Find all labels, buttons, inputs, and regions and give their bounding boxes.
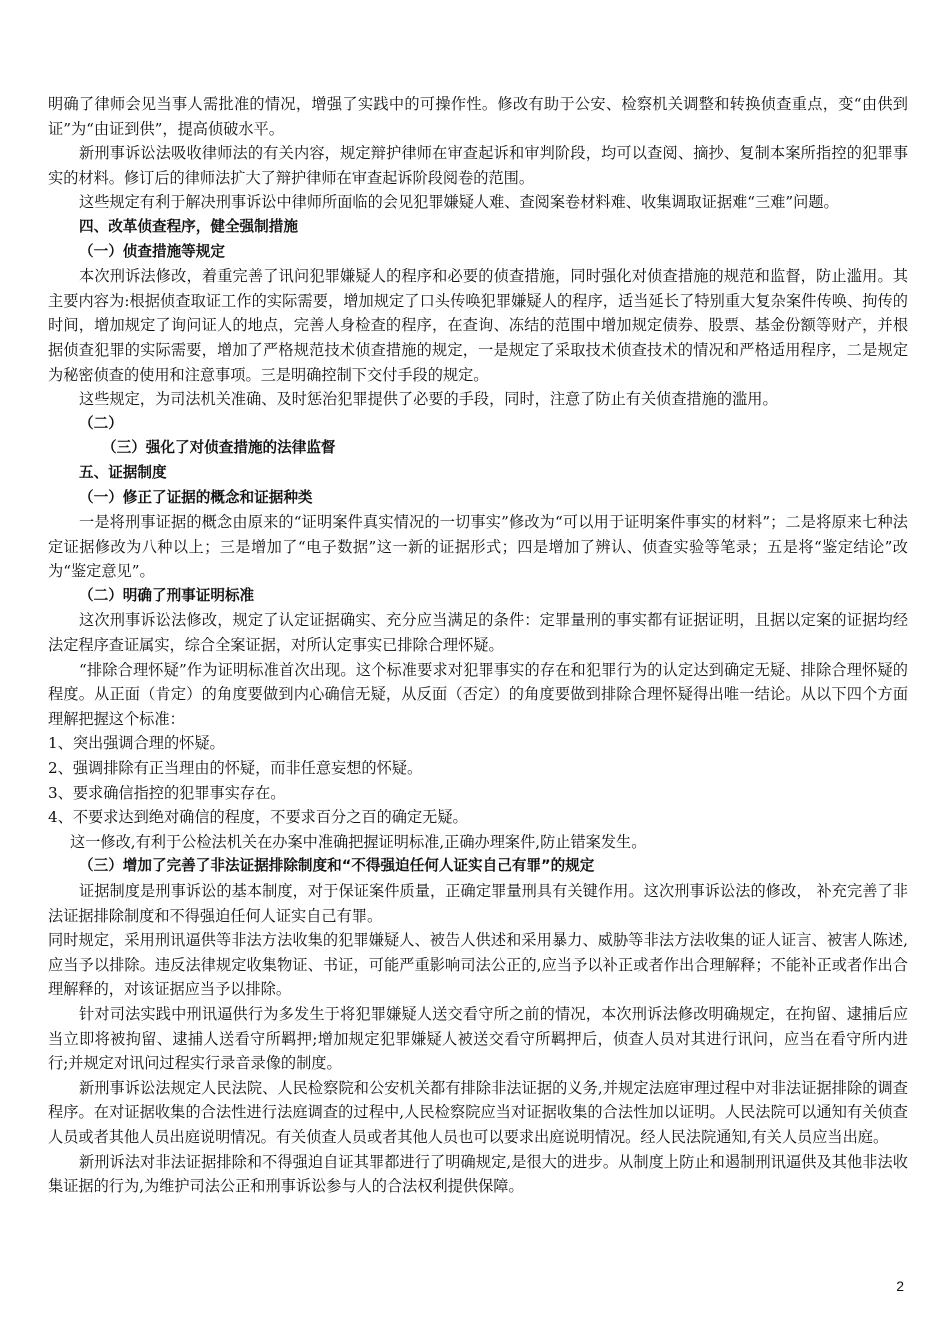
- paragraph: 本次刑诉法修改，着重完善了讯问犯罪嫌疑人的程序和必要的侦查措施，同时强化对侦查措施的规范和监督，防止滥用。其主要内容为:根据侦查取证工作的实际需要，增加规定了口头传唤犯罪嫌疑人的程序，适当延长了特别重大复杂案件传唤、拘传的时间，增加规定了询问证人的地点，完善人身检查的程序，在查询、冻结的范围中增加规定债券、股票、基金份额等财产，并根据侦查犯罪的实际需要，增加了严格规范技术侦查措施的规定，一是规定了采取技术侦查技术的情况和严格适用程序，二是规定为秘密侦查的使用和注意事项。三是明确控制下交付手段的规定。: [48, 267, 908, 384]
- paragraph: 这次刑事诉讼法修改，规定了认定证据确实、充分应当满足的条件：定罪量刑的事实都有证据证明，且据以定案的证据均经法定程序查证属实，综合全案证据，对所认定事实已排除合理怀疑。: [48, 611, 908, 655]
- subsection-heading: （三）增加了完善了非法证据排除制度和“不得强迫任何人证实自己有罪”的规定: [79, 857, 595, 875]
- paragraph: 一是将刑事证据的概念由原来的“证明案件真实情况的一切事实”修改为“可以用于证明案件事实的材料”；二是将原来七种法定证据修改为八种以上；三是增加了“电子数据”这一新的证据形式；四是增加了辨认、侦查实验等笔录；五是将“鉴定结论”改为“鉴定意见”。: [48, 513, 908, 581]
- page-number: 2: [896, 1278, 904, 1294]
- subsection-heading: （一）侦查措施等规定: [79, 242, 225, 260]
- paragraph: “排除合理怀疑”作为证明标准首次出现。这个标准要求对犯罪事实的存在和犯罪行为的认定达到确定无疑、排除合理怀疑的程度。从正面（肯定）的角度要做到内心确信无疑，从反面（否定）的角度要做到排除合理怀疑得出唯一结论。从以下四个方面理解把握这个标准：: [48, 660, 908, 728]
- list-item: 4、不要求达到绝对确信的程度，不要求百分之百的确定无疑。: [48, 808, 468, 827]
- section-heading: 四、改革侦查程序，健全强制措施: [79, 217, 298, 235]
- paragraph: 证据制度是刑事诉讼的基本制度，对于保证案件质量，正确定罪量刑具有关键作用。这次刑事诉讼法的修改， 补充完善了非法证据排除制度和不得强迫任何人证实自己有罪。: [48, 882, 908, 925]
- section-heading: 五、证据制度: [79, 463, 167, 481]
- paragraph: 针对司法实践中刑讯逼供行为多发生于将犯罪嫌疑人送交看守所之前的情况，本次刑诉法修改明确规定，在拘留、逮捕后应当立即将被拘留、逮捕人送看守所羁押;增加规定犯罪嫌疑人被送交看守所羁押后，侦查人员对其进行讯问，应当在看守所内进行;并规定对讯问过程实行录音录像的制度。: [48, 1004, 908, 1073]
- subsection-heading: （二）: [79, 414, 123, 432]
- paragraph: 新刑事诉讼法规定人民法院、人民检察院和公安机关都有排除非法证据的义务,并规定法庭审理过程中对非法证据排除的调查程序。在对证据收集的合法性进行法庭调查的过程中,人民检察院应当对证据收集的合法性加以证明。人民法院可以通知有关侦查人员或者其他人员出庭说明情况。有关侦查人员或者其他人员也可以要求出庭说明情况。经人民法院通知,有关人员应当出庭。: [48, 1078, 908, 1146]
- list-item: 1、突出强调合理的怀疑。: [48, 734, 225, 753]
- paragraph: 这些规定有利于解决刑事诉讼中律师所面临的会见犯罪嫌疑人难、查阅案卷材料难、收集调取证据难“三难”问题。: [79, 193, 839, 212]
- document-body: [48, 92, 908, 1199]
- subsection-heading: （一）修正了证据的概念和证据种类: [79, 488, 313, 506]
- subsection-heading: （二）明确了刑事证明标准: [79, 586, 255, 604]
- paragraph: 这一修改,有利于公检法机关在办案中准确把握证明标准,正确办理案件,防止错案发生。: [70, 832, 647, 851]
- paragraph: 同时规定，采用刑讯逼供等非法方法收集的犯罪嫌疑人、被告人供述和采用暴力、威胁等非法方法收集的证人证言、被害人陈述,应当予以排除。违反法律规定收集物证、书证，可能严重影响司法公正的,应当予以补正或者作出合理解释；不能补正或者作出合理解释的，对该证据应当予以排除。: [48, 931, 908, 999]
- paragraph: 新刑诉法对非法证据排除和不得强迫自证其罪都进行了明确规定,是很大的进步。从制度上防止和遏制刑讯逼供及其他非法收集证据的行为,为维护司法公正和刑事诉讼参与人的合法权利提供保障。: [48, 1152, 908, 1196]
- paragraph: 明确了律师会见当事人需批准的情况，增强了实践中的可操作性。修改有助于公安、检察机关调整和转换侦查重点，变“由供到证”为“由证到供”，提高侦破水平。: [48, 95, 908, 138]
- paragraph: 新刑事诉讼法吸收律师法的有关内容，规定辩护律师在审查起诉和审判阶段，均可以查阅、摘抄、复制本案所指控的犯罪事实的材料。修订后的律师法扩大了辩护律师在审查起诉阶段阅卷的范围。: [48, 144, 908, 187]
- list-item: 3、要求确信指控的犯罪事实存在。: [48, 783, 286, 802]
- list-item: 2、强调排除有正当理由的怀疑，而非任意妄想的怀疑。: [48, 759, 423, 778]
- subsection-heading: （三）强化了对侦查措施的法律监督: [102, 439, 336, 457]
- paragraph: 这些规定，为司法机关准确、及时惩治犯罪提供了必要的手段，同时，注意了防止有关侦查措施的滥用。: [79, 390, 778, 409]
